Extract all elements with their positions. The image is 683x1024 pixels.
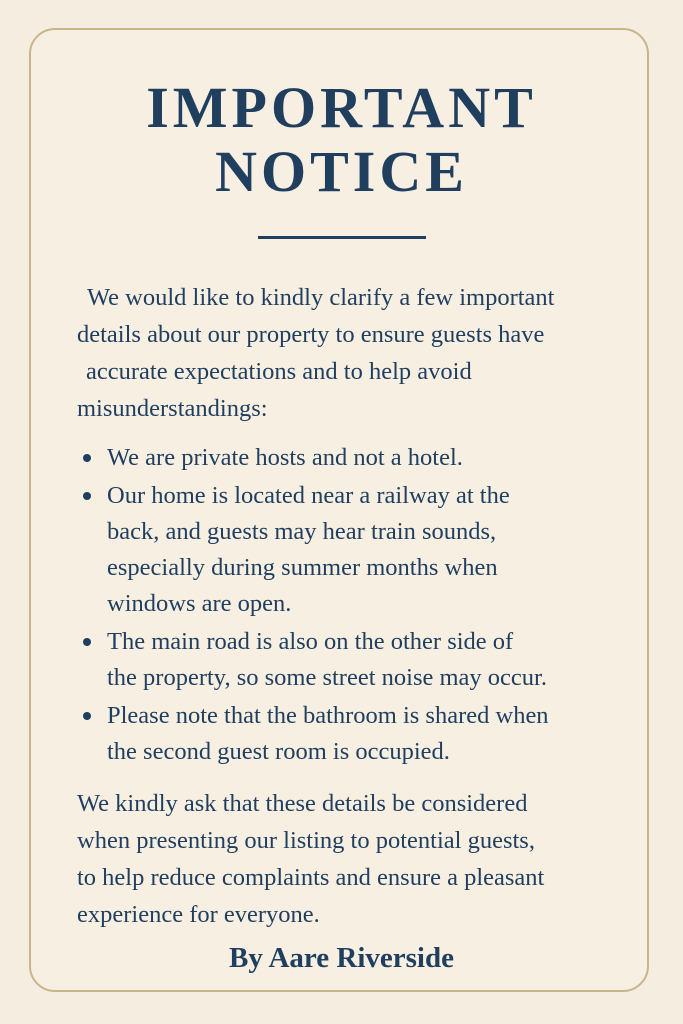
- title-divider: [258, 236, 426, 239]
- bullet-dot-icon: [83, 712, 91, 720]
- title-line: IMPORTANT: [146, 75, 537, 140]
- notice-title: [0, 76, 683, 204]
- bullet-dot-icon: [83, 492, 91, 500]
- closing-paragraph: [77, 785, 625, 933]
- closing-line: when presenting our listing to potential guests,: [77, 827, 535, 854]
- intro-line: details about our property to ensure guests have: [77, 321, 545, 348]
- list-item: [77, 698, 637, 770]
- list-item: [77, 624, 637, 696]
- notice-bullet-list: [77, 440, 637, 772]
- bullet-line: the property, so some street noise may occur.: [107, 664, 547, 691]
- bullet-dot-icon: [83, 638, 91, 646]
- bullet-line: We are private hosts and not a hotel.: [107, 444, 463, 471]
- list-item: [77, 440, 637, 476]
- intro-line: misunderstandings:: [77, 395, 268, 422]
- closing-line: experience for everyone.: [77, 901, 320, 928]
- title-line: NOTICE: [215, 139, 468, 204]
- list-item: [77, 478, 637, 622]
- bullet-line: windows are open.: [107, 590, 292, 617]
- bullet-line: especially during summer months when: [107, 554, 498, 581]
- intro-line: We would like to kindly clarify a few important: [87, 284, 555, 311]
- bullet-line: Our home is located near a railway at the: [107, 482, 510, 509]
- closing-line: to help reduce complaints and ensure a pleasant: [77, 864, 545, 891]
- intro-line: accurate expectations and to help avoid: [86, 358, 472, 385]
- bullet-dot-icon: [83, 454, 91, 462]
- bullet-line: The main road is also on the other side of: [107, 628, 514, 655]
- bullet-line: back, and guests may hear train sounds,: [107, 518, 497, 545]
- bullet-line: Please note that the bathroom is shared when: [107, 702, 549, 729]
- closing-line: We kindly ask that these details be considered: [77, 790, 528, 817]
- intro-paragraph: [77, 279, 625, 427]
- bullet-line: the second guest room is occupied.: [107, 738, 450, 765]
- signature: By Aare Riverside: [229, 942, 454, 974]
